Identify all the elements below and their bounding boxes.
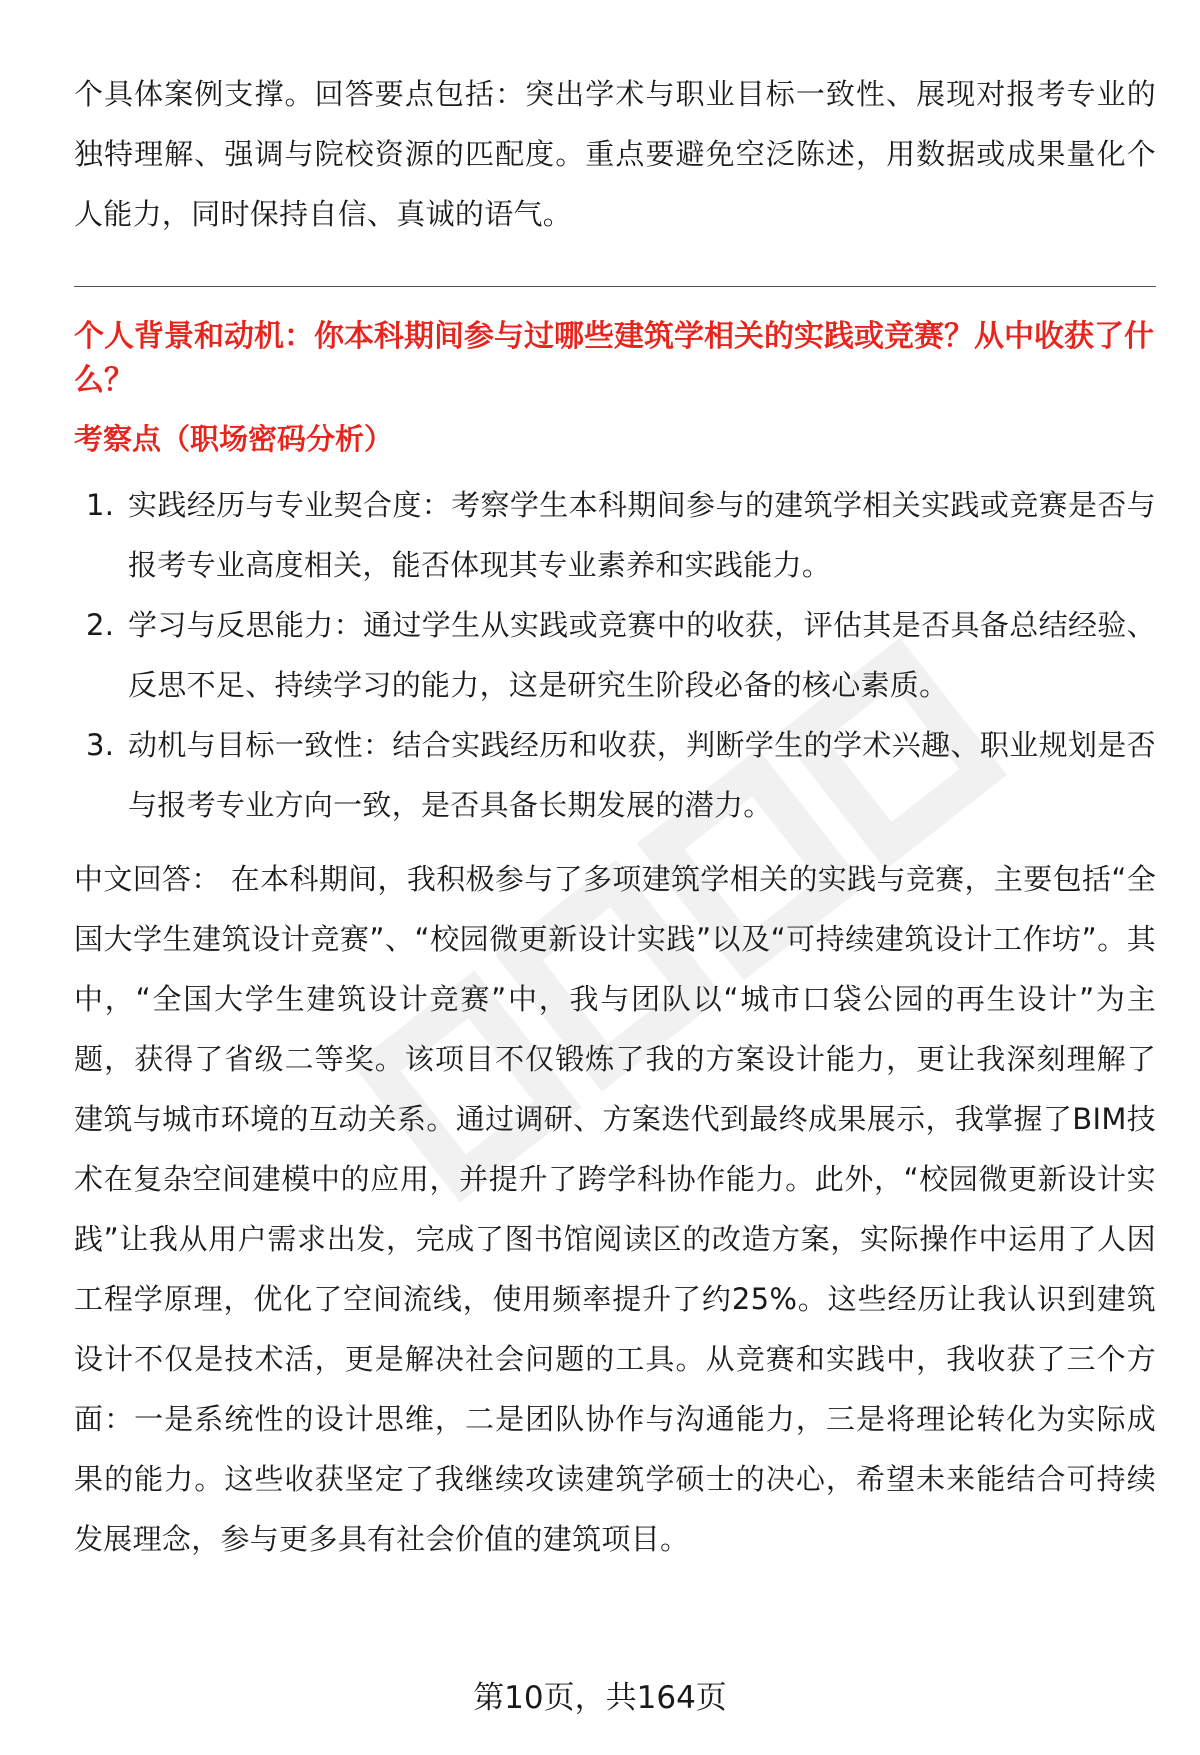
list-item-text: 动机与目标一致性：结合实践经历和收获，判断学生的学术兴趣、职业规划是否与报考专业方向一致，是否具备长期发展的潜力。 [128, 728, 1156, 822]
list-item-number: 1. [86, 488, 115, 522]
list-item-number: 3. [86, 728, 115, 762]
list-item-text: 实践经历与专业契合度：考察学生本科期间参与的建筑学相关实践或竞赛是否与报考专业高度相关，能否体现其专业素养和实践能力。 [128, 488, 1156, 582]
page-number-footer: 第10页，共164页 [473, 1680, 727, 1716]
page-content [74, 64, 1156, 1569]
section-divider [74, 286, 1156, 287]
list-item-number: 2. [86, 608, 115, 642]
list-item [74, 715, 1156, 835]
list-item [74, 595, 1156, 715]
answer-paragraph [74, 849, 1156, 1569]
answer-label: 中文回答： [74, 862, 221, 896]
intro-paragraph: 个具体案例支撑。回答要点包括：突出学术与职业目标一致性、展现对报考专业的独特理解、强调与院校资源的匹配度。重点要避免空泛陈述，用数据或成果量化个人能力，同时保持自信、真诚的语气。 [74, 77, 1156, 231]
answer-text: 在本科期间，我积极参与了多项建筑学相关的实践与竞赛，主要包括“全国大学生建筑设计竞赛”、“校园微更新设计实践”以及“可持续建筑设计工作坊”。其中，“全国大学生建筑设计竞赛”中，我与团队以“城市口袋公园的再生设计”为主题，获得了省级二等奖。该项目不仅锻炼了我的方案设计能力，更让我深刻理解了建筑与城市环境的互动关系。通过调研、方案迭代到最终成果展示，我掌握了BIM技术在复杂空间建模中的应用，并提升了跨学科协作能力。此外，“校园微更新设计实践”让我从用户需求出发，完成了图书馆阅读区的改造方案，实际操作中运用了人因工程学原理，优化了空间流线，使用频率提升了约25%。这些经历让我认识到建筑设计不仅是技术活，更是解决社会问题的工具。从竞赛和实践中，我收获了三个方面：一是系统性的设计思维，二是团队协作与沟通能力，三是将理论转化为实际成果的能力。这些收获坚定了我继续攻读建筑学硕士的决心，希望未来能结合可持续发展理念，参与更多具有社会价值的建筑项目。 [74, 862, 1156, 1556]
section-title: 考察点（职场密码分析） [74, 422, 394, 456]
assessment-points-list [74, 475, 1156, 835]
list-item-text: 学习与反思能力：通过学生从实践或竞赛中的收获，评估其是否具备总结经验、反思不足、持续学习的能力，这是研究生阶段必备的核心素质。 [128, 608, 1156, 702]
list-item [74, 475, 1156, 595]
question-heading: 个人背景和动机：你本科期间参与过哪些建筑学相关的实践或竞赛？从中收获了什么？ [74, 319, 1154, 398]
